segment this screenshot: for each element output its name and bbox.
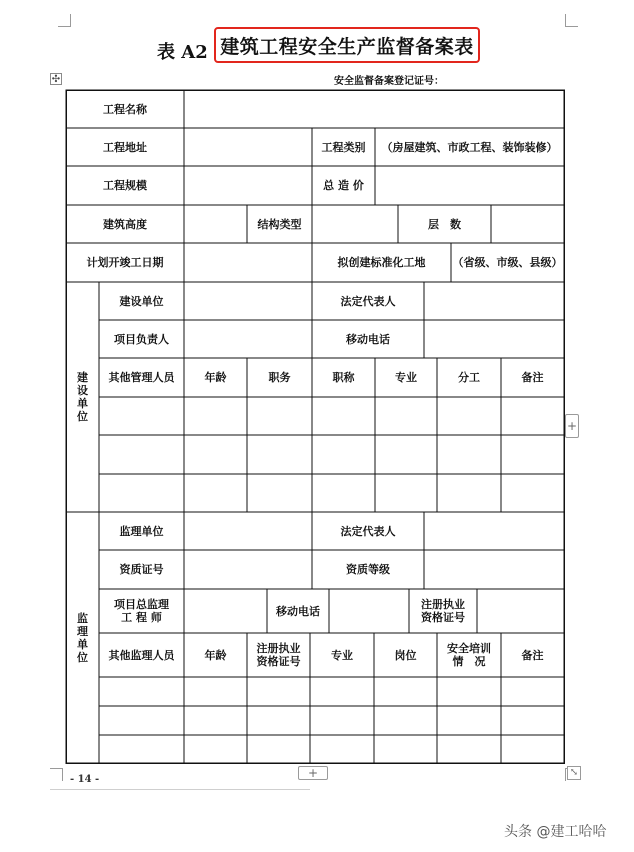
supervision-major-header: 专业 <box>331 648 353 662</box>
structure-type-field[interactable] <box>312 205 398 243</box>
supervision-staff-cell-r1-c2[interactable] <box>184 677 247 706</box>
construction-unit-label: 建设单位 <box>119 294 164 308</box>
construction-staff-cell-r3-c2[interactable] <box>184 474 247 512</box>
construction-age-header: 年龄 <box>204 371 227 384</box>
construction-duty-header: 分工 <box>458 371 480 384</box>
cert-level-label: 资质等级 <box>346 563 390 576</box>
supervision-staff-cell-r3-c7[interactable] <box>501 735 564 763</box>
construction-staff-cell-r2-c5[interactable] <box>375 435 437 474</box>
supervision-staff-cell-r3-c6[interactable] <box>437 735 501 763</box>
construction-staff-cell-r3-c1[interactable] <box>99 474 184 512</box>
crop-mark-top-right <box>565 14 578 27</box>
construction-staff-cell-r1-c4[interactable] <box>312 397 375 435</box>
schedule-field[interactable] <box>184 243 312 282</box>
add-column-button[interactable]: + <box>565 414 579 438</box>
supervision-staff-cell-r1-c6[interactable] <box>437 677 501 706</box>
supervision-staff-cell-r1-c4[interactable] <box>310 677 374 706</box>
supervision-staff-cell-r3-c1[interactable] <box>99 735 184 763</box>
chief-supervisor-label: 项目总监理 工 程 师 <box>114 598 169 624</box>
reg-cert-label: 注册执业 资格证号 <box>421 598 465 624</box>
cert-level-field[interactable] <box>424 550 564 589</box>
construction-major-header: 专业 <box>395 371 417 384</box>
crop-mark-bottom-left <box>50 768 63 781</box>
supervision-staff-cell-r1-c3[interactable] <box>247 677 310 706</box>
construction-staff-cell-r2-c7[interactable] <box>501 435 564 474</box>
supervision-staff-cell-r2-c6[interactable] <box>437 706 501 735</box>
chief-supervisor-field[interactable] <box>184 589 267 633</box>
building-height-field[interactable] <box>184 205 247 243</box>
supervision-mobile-label: 移动电话 <box>276 604 320 618</box>
table-resize-handle-icon[interactable]: ⤡ <box>567 766 581 780</box>
construction-staff-cell-r2-c1[interactable] <box>99 435 184 474</box>
construction-title-header: 职称 <box>332 371 355 384</box>
supervision-staff-cell-r2-c2[interactable] <box>184 706 247 735</box>
construction-legal-rep-field[interactable] <box>424 282 564 320</box>
supervision-mobile-field[interactable] <box>329 589 409 633</box>
construction-staff-cell-r2-c2[interactable] <box>184 435 247 474</box>
total-cost-field[interactable] <box>375 166 564 205</box>
project-address-field[interactable] <box>184 128 312 166</box>
footer-divider <box>50 789 310 790</box>
supervision-staff-cell-r2-c1[interactable] <box>99 706 184 735</box>
supervision-reg-cert-header: 注册执业 资格证号 <box>256 642 301 668</box>
table-number: 表 A2 <box>157 42 208 63</box>
supervision-staff-cell-r3-c2[interactable] <box>184 735 247 763</box>
construction-staff-cell-r2-c3[interactable] <box>247 435 312 474</box>
project-scale-label: 工程规模 <box>103 179 147 192</box>
supervision-unit-side-label: 监 理 单 位 <box>77 611 88 664</box>
project-scale-field[interactable] <box>184 166 312 205</box>
table-move-handle-icon[interactable]: ✣ <box>51 74 61 85</box>
total-cost-label: 总 造 价 <box>323 179 364 192</box>
reg-cert-field[interactable] <box>477 589 564 633</box>
record-number-label: 安全监督备案登记证号： <box>334 76 444 87</box>
project-name-field[interactable] <box>184 90 564 128</box>
project-category-label: 工程类别 <box>321 140 366 154</box>
supervision-staff-cell-r3-c3[interactable] <box>247 735 310 763</box>
cert-number-field[interactable] <box>184 550 312 589</box>
project-lead-label: 项目负责人 <box>114 332 169 346</box>
supervision-legal-rep-field[interactable] <box>424 512 564 550</box>
project-category-field[interactable]: （房屋建筑、市政工程、装饰装修） <box>381 140 558 154</box>
construction-staff-cell-r2-c6[interactable] <box>437 435 501 474</box>
supervision-age-header: 年龄 <box>204 648 227 662</box>
supervision-unit-label: 监理单位 <box>119 524 164 538</box>
supervision-staff-cell-r3-c4[interactable] <box>310 735 374 763</box>
supervision-staff-header: 其他监理人员 <box>108 648 175 662</box>
construction-staff-cell-r1-c6[interactable] <box>437 397 501 435</box>
supervision-staff-cell-r2-c7[interactable] <box>501 706 564 735</box>
construction-staff-cell-r3-c5[interactable] <box>375 474 437 512</box>
construction-unit-side-label: 建 设 单 位 <box>77 371 88 423</box>
crop-mark-top-left <box>58 14 71 27</box>
cert-number-label: 资质证号 <box>119 563 164 576</box>
floors-field[interactable] <box>491 205 564 243</box>
supervision-staff-cell-r2-c3[interactable] <box>247 706 310 735</box>
construction-staff-cell-r1-c1[interactable] <box>99 397 184 435</box>
supervision-training-header: 安全培训 情 况 <box>447 642 491 668</box>
construction-mobile-label: 移动电话 <box>346 332 390 346</box>
structure-type-label: 结构类型 <box>257 217 302 231</box>
construction-legal-rep-label: 法定代表人 <box>340 294 396 308</box>
construction-staff-cell-r3-c4[interactable] <box>312 474 375 512</box>
construction-staff-cell-r1-c5[interactable] <box>375 397 437 435</box>
supervision-unit-field[interactable] <box>184 512 312 550</box>
supervision-staff-cell-r1-c5[interactable] <box>374 677 437 706</box>
add-row-button[interactable]: + <box>298 766 328 780</box>
building-height-label: 建筑高度 <box>103 217 147 231</box>
supervision-staff-cell-r1-c7[interactable] <box>501 677 564 706</box>
construction-position-header: 职务 <box>268 371 291 384</box>
page-number: - 14 - <box>70 774 100 785</box>
floors-label: 层 数 <box>428 217 461 231</box>
construction-unit-field[interactable] <box>184 282 312 320</box>
construction-staff-cell-r1-c2[interactable] <box>184 397 247 435</box>
construction-staff-cell-r3-c7[interactable] <box>501 474 564 512</box>
supervision-remark-header: 备注 <box>521 648 544 662</box>
construction-staff-header: 其他管理人员 <box>108 371 175 384</box>
construction-staff-cell-r1-c3[interactable] <box>247 397 312 435</box>
construction-staff-cell-r3-c3[interactable] <box>247 474 312 512</box>
page-title: 建筑工程安全生产监督备案表 <box>214 27 480 63</box>
supervision-staff-cell-r2-c4[interactable] <box>310 706 374 735</box>
watermark: 头条 @建工哈哈 <box>504 824 607 840</box>
construction-staff-cell-r2-c4[interactable] <box>312 435 375 474</box>
standard-site-field[interactable]: （省级、市级、县级） <box>452 256 563 269</box>
construction-remark-header: 备注 <box>521 371 544 384</box>
construction-staff-cell-r3-c6[interactable] <box>437 474 501 512</box>
schedule-label: 计划开竣工日期 <box>86 256 164 269</box>
supervision-staff-cell-r3-c5[interactable] <box>374 735 437 763</box>
construction-staff-cell-r1-c7[interactable] <box>501 397 564 435</box>
project-name-label: 工程名称 <box>103 102 147 116</box>
supervision-legal-rep-label: 法定代表人 <box>340 524 396 538</box>
project-address-label: 工程地址 <box>103 140 147 154</box>
project-lead-field[interactable] <box>184 320 312 358</box>
supervision-post-header: 岗位 <box>394 648 417 662</box>
supervision-staff-cell-r1-c1[interactable] <box>99 677 184 706</box>
supervision-staff-cell-r2-c5[interactable] <box>374 706 437 735</box>
standard-site-label: 拟创建标准化工地 <box>337 256 426 269</box>
construction-mobile-field[interactable] <box>424 320 564 358</box>
